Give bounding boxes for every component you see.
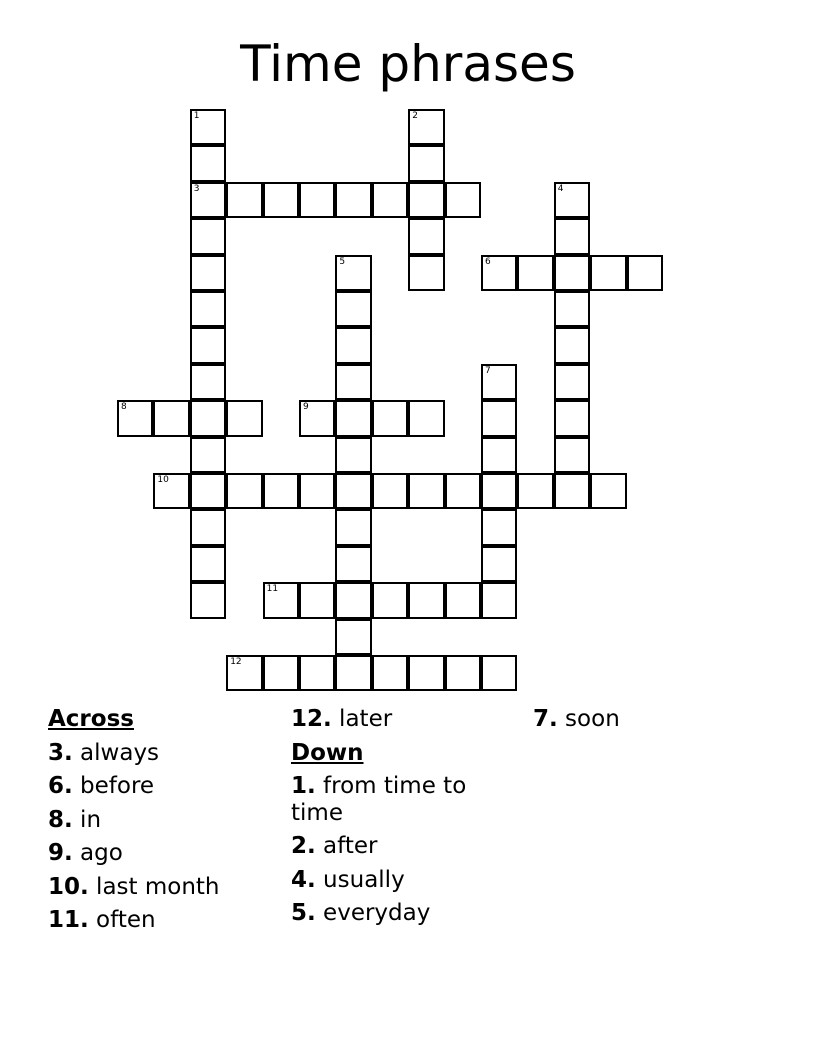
clue-item-text: soon	[557, 706, 620, 732]
clue-number: 8	[121, 402, 127, 413]
across-heading: Across	[48, 706, 134, 732]
clue-item-number: 1.	[291, 773, 316, 799]
grid-cell[interactable]	[408, 255, 444, 291]
clue-item-text: always	[72, 739, 160, 766]
grid-cell[interactable]	[408, 182, 444, 218]
grid-cell[interactable]	[554, 218, 590, 254]
grid-cell[interactable]	[299, 655, 335, 691]
grid-cell[interactable]	[335, 291, 371, 327]
clue-number: 11	[266, 584, 279, 595]
grid-cell[interactable]	[408, 218, 444, 254]
grid-cell[interactable]	[554, 437, 590, 473]
grid-cell[interactable]	[627, 255, 663, 291]
grid-cell[interactable]	[335, 400, 371, 436]
clue-item	[48, 770, 278, 804]
clue-number: 10	[157, 475, 169, 485]
grid-cell[interactable]	[226, 400, 262, 436]
grid-cell[interactable]	[554, 473, 590, 509]
grid-cell[interactable]	[190, 182, 226, 218]
clue-item-text: last month	[88, 873, 220, 900]
grid-cell[interactable]	[263, 182, 299, 218]
grid-cell[interactable]	[190, 473, 226, 509]
grid-cell[interactable]	[481, 473, 517, 509]
clue-number: 6	[485, 256, 491, 267]
grid-cell[interactable]	[372, 655, 408, 691]
grid-cell[interactable]	[554, 182, 590, 218]
grid-cell[interactable]	[263, 473, 299, 509]
clue-item-text: often	[88, 907, 156, 933]
clue-number: 9	[303, 402, 309, 413]
grid-cell[interactable]	[299, 582, 335, 618]
grid-cell[interactable]	[554, 327, 590, 363]
clue-item-number: 4.	[291, 866, 316, 893]
clue-item-number: 10.	[48, 873, 89, 900]
grid-cell[interactable]	[335, 509, 371, 545]
clue-item	[48, 804, 278, 838]
grid-cell[interactable]	[590, 473, 626, 509]
grid-cell[interactable]	[408, 145, 444, 181]
grid-cell[interactable]	[554, 364, 590, 400]
grid-cell[interactable]	[445, 582, 481, 618]
clue-item-text: in	[72, 806, 102, 833]
grid-cell[interactable]	[190, 327, 226, 363]
clue-number: 5	[339, 256, 346, 267]
grid-cell[interactable]	[481, 546, 517, 582]
grid-cell[interactable]	[299, 400, 335, 436]
grid-cell[interactable]	[226, 182, 262, 218]
clue-item-text: after	[315, 833, 378, 859]
page-title: Time phrases	[240, 35, 576, 93]
grid-cell[interactable]	[190, 437, 226, 473]
grid-cell[interactable]	[372, 582, 408, 618]
clue-item	[291, 703, 521, 737]
grid-cell[interactable]	[481, 582, 517, 618]
clue-item	[291, 897, 521, 931]
clue-number: 3	[193, 183, 200, 194]
grid-cell[interactable]	[554, 400, 590, 436]
grid-cell[interactable]	[190, 145, 226, 181]
grid-cell[interactable]	[445, 655, 481, 691]
across-clues-column	[48, 703, 278, 938]
clue-number: 12	[230, 657, 242, 667]
clue-item-number: 12.	[291, 706, 332, 732]
grid-cell[interactable]	[335, 546, 371, 582]
clue-item-text: everyday	[315, 900, 431, 926]
grid-cell[interactable]	[335, 582, 371, 618]
grid-cell[interactable]	[481, 437, 517, 473]
clues-column-2	[291, 703, 521, 931]
grid-cell[interactable]	[372, 182, 408, 218]
clue-item-text: from time to time	[291, 773, 467, 826]
grid-cell[interactable]	[517, 255, 553, 291]
clue-item	[533, 703, 763, 737]
grid-cell[interactable]	[408, 109, 444, 145]
grid-cell[interactable]	[335, 437, 371, 473]
grid-cell[interactable]	[190, 291, 226, 327]
grid-cell[interactable]	[481, 255, 517, 291]
grid-cell[interactable]	[481, 655, 517, 691]
grid-cell[interactable]	[408, 582, 444, 618]
grid-cell[interactable]	[554, 291, 590, 327]
grid-cell[interactable]	[445, 473, 481, 509]
grid-cell[interactable]	[190, 109, 226, 145]
grid-cell[interactable]	[153, 473, 189, 509]
grid-cell[interactable]	[372, 400, 408, 436]
grid-cell[interactable]	[517, 473, 553, 509]
clue-item	[291, 830, 521, 864]
clue-number: 2	[412, 111, 418, 121]
clue-number: 1	[193, 111, 200, 121]
clue-item-number: 7.	[533, 706, 558, 732]
clue-item	[291, 864, 521, 898]
clue-number: 4	[557, 183, 564, 194]
clue-item-number: 6.	[48, 773, 73, 799]
clue-item-text: usually	[315, 866, 405, 893]
clue-item	[291, 770, 521, 830]
grid-cell[interactable]	[481, 509, 517, 545]
clue-item	[48, 871, 278, 905]
grid-cell[interactable]	[299, 473, 335, 509]
clue-item-text: ago	[72, 840, 123, 866]
clue-item-number: 2.	[291, 833, 316, 859]
grid-cell[interactable]	[153, 400, 189, 436]
clue-item-text: before	[72, 773, 155, 799]
clue-item-number: 11.	[48, 907, 89, 933]
grid-cell[interactable]	[117, 400, 153, 436]
grid-cell[interactable]	[445, 182, 481, 218]
clue-item	[48, 904, 278, 938]
grid-cell[interactable]	[190, 400, 226, 436]
clue-item-number: 3.	[48, 739, 73, 766]
grid-cell[interactable]	[190, 546, 226, 582]
grid-cell[interactable]	[226, 473, 262, 509]
clue-item	[48, 737, 278, 771]
grid-cell[interactable]	[190, 255, 226, 291]
clue-item	[48, 837, 278, 871]
grid-cell[interactable]	[299, 182, 335, 218]
grid-cell[interactable]	[408, 655, 444, 691]
grid-cell[interactable]	[226, 655, 262, 691]
grid-cell[interactable]	[335, 473, 371, 509]
clue-item-number: 8.	[48, 806, 73, 833]
grid-cell[interactable]	[263, 655, 299, 691]
grid-cell[interactable]	[335, 364, 371, 400]
grid-cell[interactable]	[190, 582, 226, 618]
grid-cell[interactable]	[481, 364, 517, 400]
grid-cell[interactable]	[554, 255, 590, 291]
grid-cell[interactable]	[335, 182, 371, 218]
clues-column-3	[533, 703, 763, 737]
grid-cell[interactable]	[190, 218, 226, 254]
grid-cell[interactable]	[481, 400, 517, 436]
grid-cell[interactable]	[408, 400, 444, 436]
grid-cell[interactable]	[590, 255, 626, 291]
clue-item-number: 5.	[291, 900, 316, 926]
grid-cell[interactable]	[335, 619, 371, 655]
grid-cell[interactable]	[335, 327, 371, 363]
clue-item-number: 9.	[48, 840, 73, 866]
grid-cell[interactable]	[263, 582, 299, 618]
clue-item-text: later	[331, 706, 393, 732]
clue-number: 7	[485, 365, 491, 376]
grid-cell[interactable]	[408, 473, 444, 509]
grid-cell[interactable]	[190, 509, 226, 545]
grid-cell[interactable]	[335, 255, 371, 291]
grid-cell[interactable]	[335, 655, 371, 691]
grid-cell[interactable]	[372, 473, 408, 509]
down-heading: Down	[291, 739, 364, 766]
grid-cell[interactable]	[190, 364, 226, 400]
